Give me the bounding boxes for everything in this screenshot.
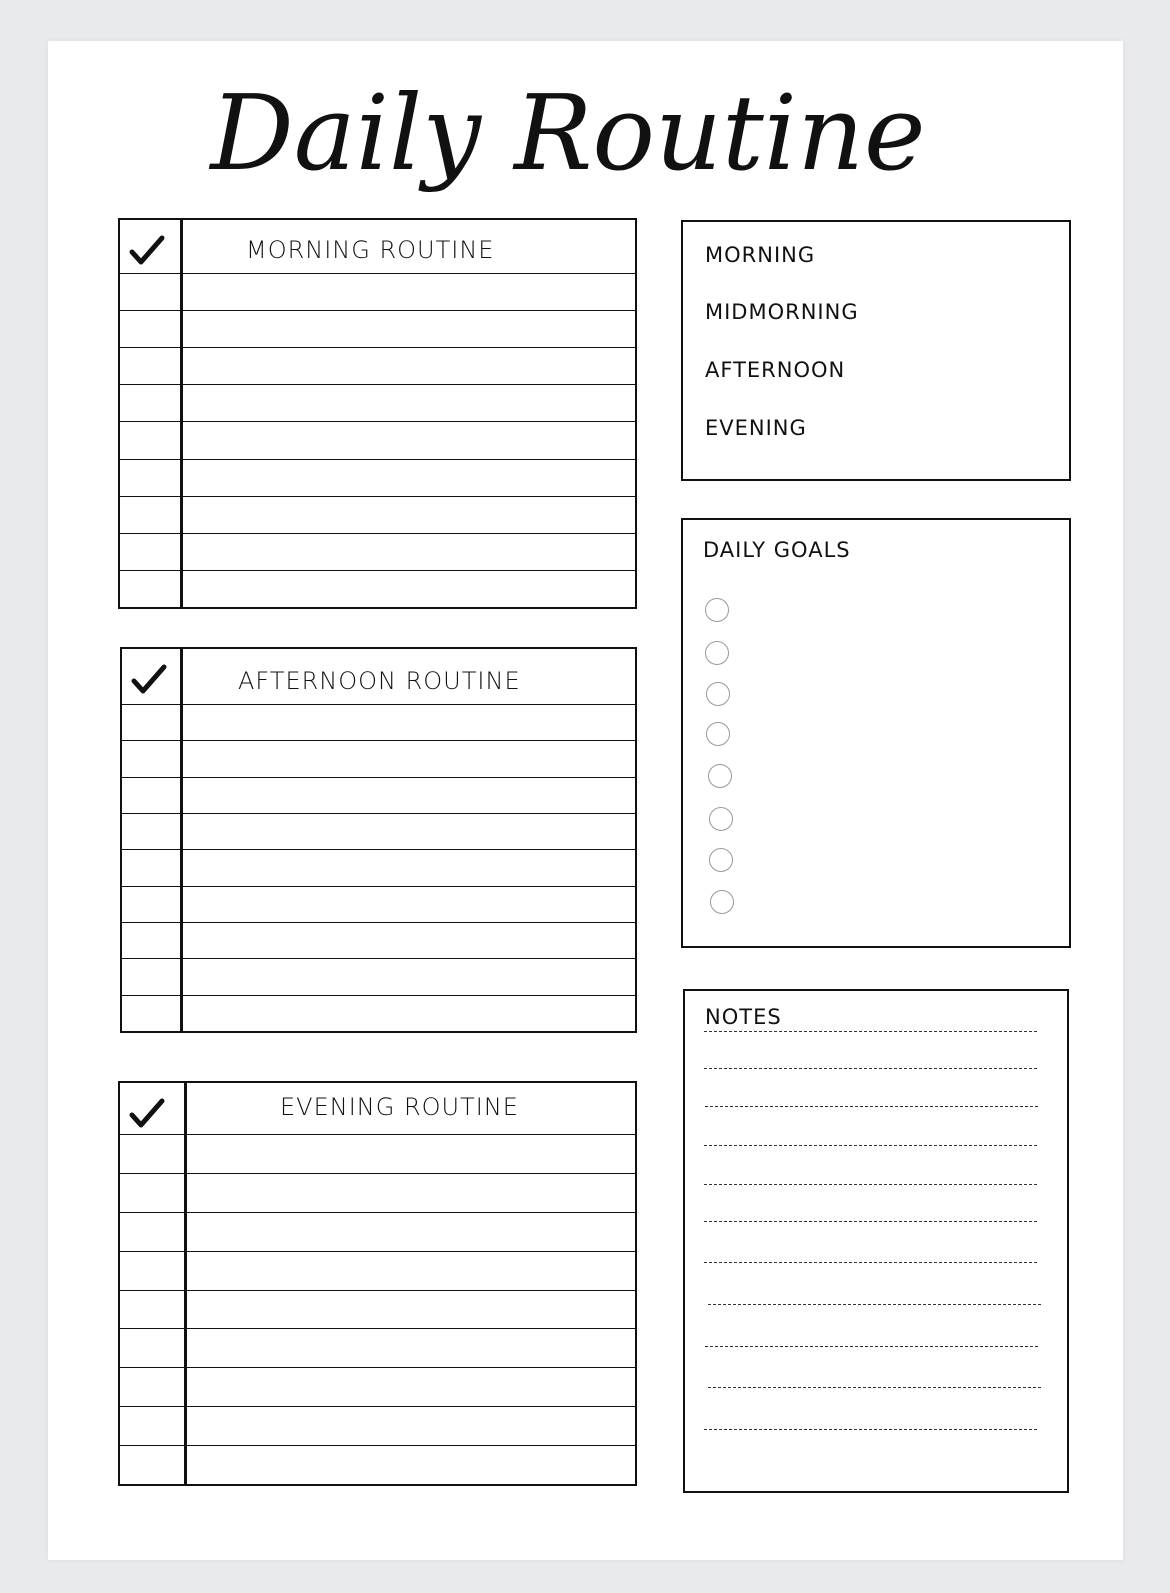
routine-row[interactable] bbox=[122, 922, 635, 958]
morning-routine-label: MORNING ROUTINE bbox=[246, 236, 495, 264]
checkmark-icon bbox=[126, 230, 170, 270]
svg-text:Daily Routine: Daily Routine bbox=[210, 72, 926, 194]
evening-routine-label: EVENING ROUTINE bbox=[280, 1093, 519, 1121]
routine-row[interactable] bbox=[122, 958, 635, 994]
routine-row[interactable] bbox=[120, 273, 635, 310]
goal-checkbox[interactable] bbox=[709, 848, 733, 872]
routine-row[interactable] bbox=[120, 533, 635, 570]
routine-row[interactable] bbox=[122, 704, 635, 740]
notes-title: NOTES bbox=[705, 1005, 782, 1029]
time-of-day-box bbox=[681, 220, 1071, 481]
routine-row[interactable] bbox=[120, 1367, 635, 1406]
note-line[interactable] bbox=[704, 1068, 1037, 1069]
routine-row[interactable] bbox=[120, 1134, 635, 1173]
goal-checkbox[interactable] bbox=[706, 722, 730, 746]
morning-routine-table bbox=[118, 218, 637, 609]
daily-goals-title: DAILY GOALS bbox=[703, 538, 851, 562]
routine-row[interactable] bbox=[120, 1445, 635, 1484]
planner-sheet bbox=[48, 41, 1123, 1560]
evening-routine-table bbox=[118, 1081, 637, 1486]
goal-checkbox[interactable] bbox=[706, 682, 730, 706]
daily-goals-box bbox=[681, 518, 1071, 948]
goal-checkbox[interactable] bbox=[705, 598, 729, 622]
routine-row[interactable] bbox=[122, 886, 635, 922]
routine-row[interactable] bbox=[120, 1251, 635, 1290]
routine-row[interactable] bbox=[120, 1290, 635, 1329]
routine-row[interactable] bbox=[120, 1212, 635, 1251]
routine-row[interactable] bbox=[120, 310, 635, 347]
routine-row[interactable] bbox=[120, 384, 635, 421]
routine-row[interactable] bbox=[120, 1173, 635, 1212]
checkmark-icon bbox=[128, 659, 172, 699]
goal-checkbox[interactable] bbox=[709, 807, 733, 831]
routine-row[interactable] bbox=[120, 570, 635, 607]
time-morning: MORNING bbox=[705, 243, 816, 267]
routine-row[interactable] bbox=[120, 1406, 635, 1445]
goal-checkbox[interactable] bbox=[708, 764, 732, 788]
time-evening: EVENING bbox=[705, 416, 807, 440]
afternoon-routine-label: AFTERNOON ROUTINE bbox=[238, 667, 521, 695]
routine-row[interactable] bbox=[122, 849, 635, 885]
goal-checkbox[interactable] bbox=[705, 641, 729, 665]
note-line[interactable] bbox=[704, 1031, 1037, 1032]
time-midmorning: MIDMORNING bbox=[705, 300, 859, 324]
routine-row[interactable] bbox=[122, 777, 635, 813]
goal-checkbox[interactable] bbox=[710, 890, 734, 914]
note-line[interactable] bbox=[708, 1387, 1041, 1388]
note-line[interactable] bbox=[704, 1221, 1037, 1222]
routine-row[interactable] bbox=[122, 740, 635, 776]
note-line[interactable] bbox=[704, 1145, 1037, 1146]
note-line[interactable] bbox=[708, 1304, 1041, 1305]
note-line[interactable] bbox=[704, 1429, 1037, 1430]
page-title bbox=[48, 41, 1123, 216]
note-line[interactable] bbox=[705, 1346, 1038, 1347]
notes-box bbox=[683, 989, 1069, 1493]
note-line[interactable] bbox=[705, 1106, 1038, 1107]
afternoon-routine-table bbox=[120, 647, 637, 1033]
checkmark-icon bbox=[126, 1093, 170, 1133]
routine-row[interactable] bbox=[120, 459, 635, 496]
routine-row[interactable] bbox=[120, 496, 635, 533]
routine-row[interactable] bbox=[120, 1328, 635, 1367]
routine-row[interactable] bbox=[120, 421, 635, 458]
routine-row[interactable] bbox=[120, 347, 635, 384]
time-afternoon: AFTERNOON bbox=[705, 358, 846, 382]
note-line[interactable] bbox=[704, 1184, 1037, 1185]
routine-row[interactable] bbox=[122, 995, 635, 1031]
note-line[interactable] bbox=[704, 1262, 1037, 1263]
routine-row[interactable] bbox=[122, 813, 635, 849]
